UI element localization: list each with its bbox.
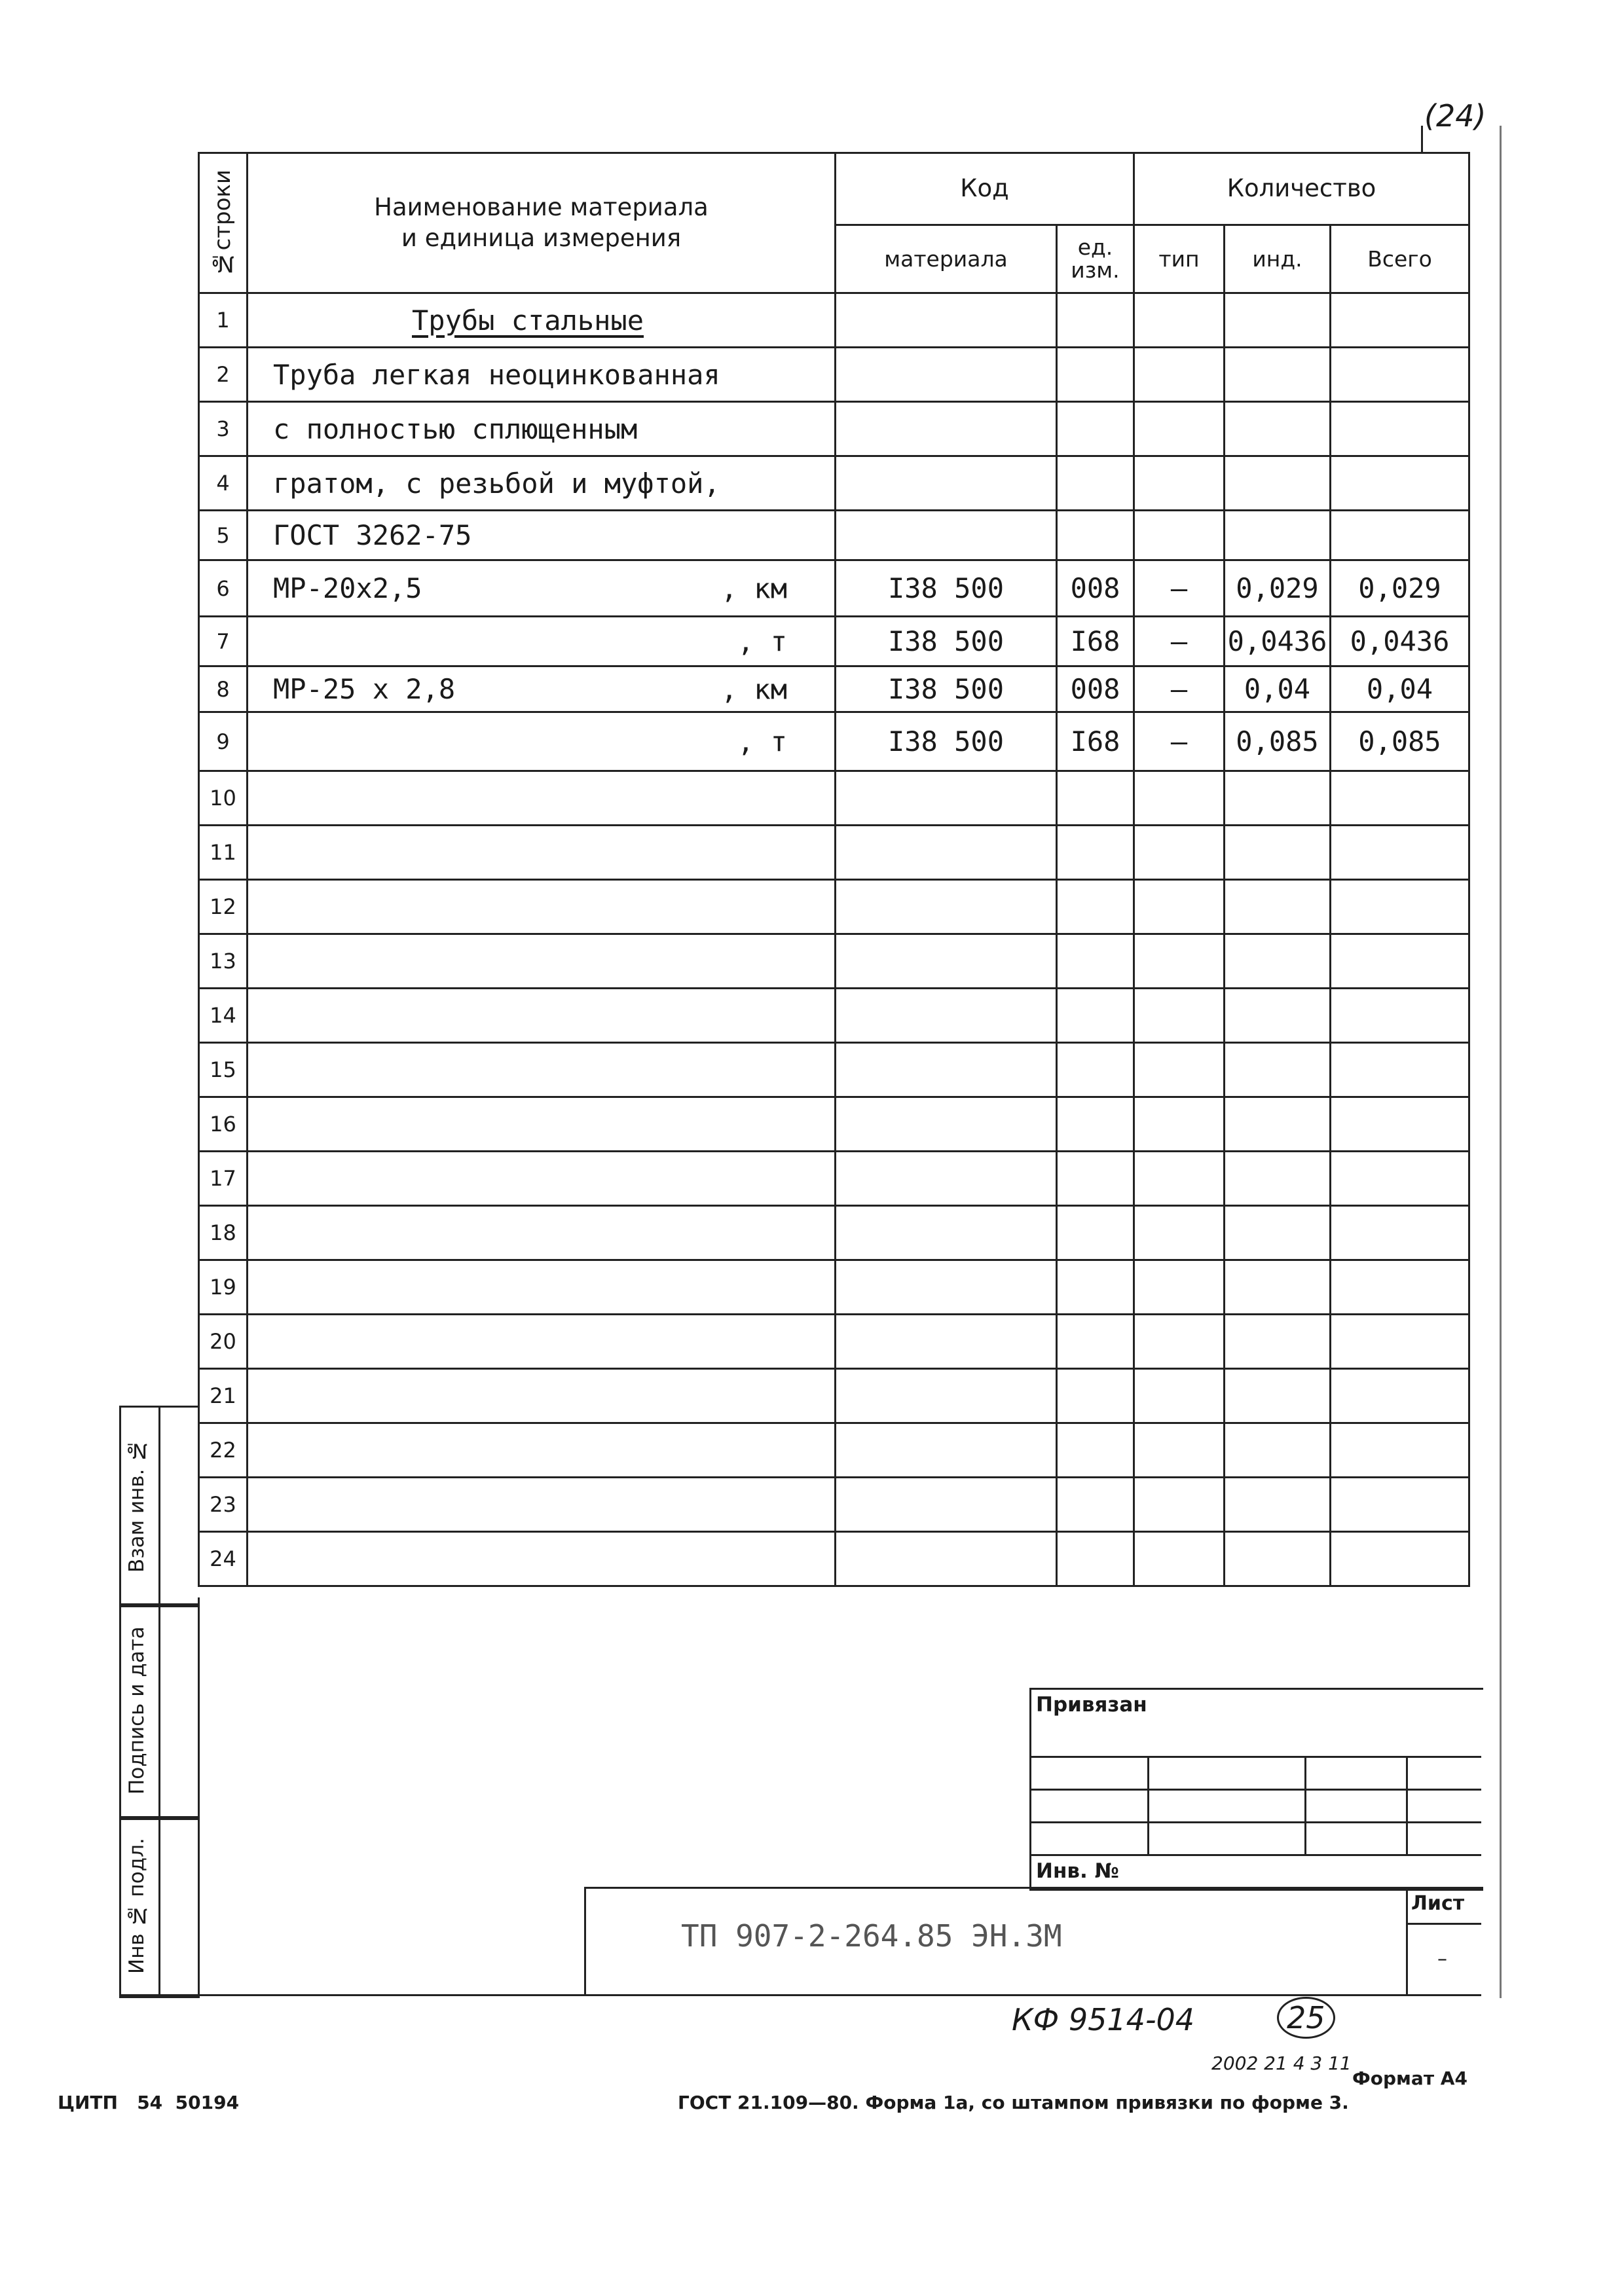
- material-name-text: гратом, с резьбой и муфтой,: [273, 467, 720, 500]
- quantity-total: [1331, 1369, 1469, 1423]
- quantity-type: [1134, 826, 1225, 880]
- row-number: [199, 989, 248, 1043]
- quantity-total: [1331, 1315, 1469, 1369]
- quantity-total: [1331, 771, 1469, 826]
- unit-code: [1057, 771, 1134, 826]
- quantity-total: [1331, 1097, 1469, 1152]
- title-block-divider: [1406, 1887, 1408, 1994]
- table-row: [199, 880, 1469, 934]
- quantity-ind: [1225, 989, 1331, 1043]
- row-number: [199, 560, 248, 617]
- quantity-type: [1134, 1097, 1225, 1152]
- row-number-text: 21: [210, 1383, 236, 1408]
- right-trim-line: [1500, 126, 1502, 1998]
- quantity-total-text: 0,085: [1358, 725, 1441, 757]
- row-number: [199, 1043, 248, 1097]
- unit-code: [1057, 1369, 1134, 1423]
- row-number-text: 19: [210, 1275, 236, 1300]
- row-number: [199, 771, 248, 826]
- quantity-ind: [1225, 617, 1331, 666]
- quantity-type: [1134, 348, 1225, 402]
- quantity-type: [1134, 402, 1225, 456]
- material-name: [248, 1478, 836, 1532]
- unit-label: , км: [720, 673, 787, 705]
- quantity-type-text: –: [1170, 625, 1188, 657]
- quantity-type: [1134, 1315, 1225, 1369]
- quantity-ind: [1225, 1423, 1331, 1478]
- unit-label: , км: [720, 572, 787, 604]
- quantity-total: [1331, 880, 1469, 934]
- stamp-line-3: [1029, 1821, 1481, 1823]
- side-strip-vzam-value: [158, 1406, 200, 1607]
- quantity-ind: [1225, 456, 1331, 511]
- material-code: [836, 1315, 1057, 1369]
- quantity-type: [1134, 712, 1225, 771]
- row-number: [199, 402, 248, 456]
- table-row: [199, 712, 1469, 771]
- row-number-text: 12: [210, 894, 236, 919]
- row-number: [199, 826, 248, 880]
- table-row: [199, 934, 1469, 989]
- unit-code: [1057, 712, 1134, 771]
- material-code: [836, 617, 1057, 666]
- table-row: [199, 1097, 1469, 1152]
- table-row: [199, 666, 1469, 712]
- row-number: [199, 348, 248, 402]
- row-number: [199, 1478, 248, 1532]
- quantity-ind: [1225, 348, 1331, 402]
- unit-code-text: 008: [1070, 673, 1120, 705]
- table-row: [199, 1043, 1469, 1097]
- material-name: [248, 880, 836, 934]
- unit-code: [1057, 666, 1134, 712]
- unit-code: [1057, 1097, 1134, 1152]
- quantity-total: [1331, 826, 1469, 880]
- quantity-ind: [1225, 666, 1331, 712]
- quantity-total: [1331, 402, 1469, 456]
- row-number-text: 20: [210, 1329, 236, 1354]
- quantity-ind: [1225, 1369, 1331, 1423]
- header-code-unit: ед. изм.: [1057, 225, 1134, 293]
- side-strip-podpis-value: [158, 1603, 200, 1820]
- stamp-line-1: [1029, 1756, 1481, 1758]
- quantity-total: [1331, 293, 1469, 348]
- quantity-total: [1331, 456, 1469, 511]
- material-name: [248, 1097, 836, 1152]
- quantity-total-text: 0,0436: [1350, 625, 1450, 657]
- quantity-type: [1134, 1532, 1225, 1586]
- unit-code-text: I68: [1070, 725, 1120, 757]
- unit-code: [1057, 1043, 1134, 1097]
- material-code: [836, 712, 1057, 771]
- header-code: Код: [836, 153, 1134, 225]
- unit-label: , т: [737, 625, 787, 657]
- quantity-ind-text: 0,085: [1236, 725, 1319, 757]
- unit-code: [1057, 348, 1134, 402]
- material-name: [248, 560, 836, 617]
- quantity-type: [1134, 666, 1225, 712]
- material-name: [248, 666, 836, 712]
- quantity-ind: [1225, 1260, 1331, 1315]
- side-label-vzam: Взам инв. №: [125, 1438, 149, 1573]
- stamp-vline-3: [1406, 1756, 1408, 1854]
- materials-table: [198, 152, 1470, 1587]
- material-name-text: Трубы стальные: [412, 304, 644, 337]
- quantity-ind: [1225, 934, 1331, 989]
- quantity-ind: [1225, 293, 1331, 348]
- quantity-ind: [1225, 1315, 1331, 1369]
- quantity-type: [1134, 293, 1225, 348]
- footer-left: ЦИТП 54 50194: [58, 2092, 240, 2113]
- circled-number: 25: [1277, 1997, 1335, 2039]
- corner-tick: [1421, 126, 1423, 152]
- material-name: [248, 1369, 836, 1423]
- quantity-type: [1134, 1423, 1225, 1478]
- material-name: [248, 1315, 836, 1369]
- row-number: [199, 617, 248, 666]
- material-code-text: I38 500: [887, 673, 1004, 705]
- material-code: [836, 880, 1057, 934]
- quantity-type: [1134, 1152, 1225, 1206]
- row-number-text: 18: [210, 1220, 236, 1245]
- table-row: [199, 617, 1469, 666]
- quantity-total: [1331, 1043, 1469, 1097]
- quantity-ind: [1225, 511, 1331, 560]
- header-row-number: №строки: [199, 153, 248, 293]
- quantity-total-text: 0,029: [1358, 572, 1441, 604]
- material-name-text: МР-25 х 2,8: [273, 673, 456, 705]
- unit-code: [1057, 1478, 1134, 1532]
- quantity-type-text: –: [1170, 572, 1188, 604]
- material-code: [836, 560, 1057, 617]
- table-row: [199, 1532, 1469, 1586]
- quantity-type: [1134, 771, 1225, 826]
- unit-code: [1057, 617, 1134, 666]
- row-number-text: 24: [210, 1546, 236, 1571]
- row-number: [199, 666, 248, 712]
- material-code: [836, 348, 1057, 402]
- table-row: [199, 511, 1469, 560]
- footer-gost: ГОСТ 21.109—80. Форма 1а, со штампом привязки по форме 3.: [678, 2092, 1349, 2113]
- material-code: [836, 934, 1057, 989]
- material-name: [248, 1043, 836, 1097]
- quantity-type: [1134, 1206, 1225, 1260]
- quantity-total-text: 0,04: [1366, 673, 1433, 705]
- row-number: [199, 1369, 248, 1423]
- quantity-ind-text: 0,0436: [1227, 625, 1327, 657]
- row-number-text: 22: [210, 1438, 236, 1463]
- row-number-text: 17: [210, 1166, 236, 1191]
- stamp-inv-label: Инв. №: [1036, 1859, 1119, 1883]
- material-name: [248, 456, 836, 511]
- material-code: [836, 989, 1057, 1043]
- unit-code: [1057, 560, 1134, 617]
- material-code-text: I38 500: [887, 572, 1004, 604]
- footer-format: Формат А4: [1352, 2068, 1467, 2089]
- quantity-ind-text: 0,029: [1236, 572, 1319, 604]
- quantity-type: [1134, 617, 1225, 666]
- quantity-total: [1331, 1423, 1469, 1478]
- material-code: [836, 1478, 1057, 1532]
- title-block-list-line: [1406, 1923, 1481, 1925]
- material-code: [836, 456, 1057, 511]
- material-code: [836, 1152, 1057, 1206]
- material-name: [248, 617, 836, 666]
- unit-code-text: 008: [1070, 572, 1120, 604]
- unit-code: [1057, 1152, 1134, 1206]
- quantity-type-text: –: [1170, 673, 1188, 705]
- material-name: [248, 712, 836, 771]
- quantity-type: [1134, 1260, 1225, 1315]
- quantity-type: [1134, 1043, 1225, 1097]
- unit-code: [1057, 880, 1134, 934]
- row-number-text: 10: [210, 786, 236, 811]
- unit-label: , т: [737, 725, 787, 757]
- quantity-total: [1331, 712, 1469, 771]
- row-number-text: 13: [210, 949, 236, 974]
- row-number: [199, 880, 248, 934]
- quantity-ind: [1225, 712, 1331, 771]
- material-code: [836, 1423, 1057, 1478]
- table-row: [199, 560, 1469, 617]
- header-q-ind: инд.: [1225, 225, 1331, 293]
- quantity-type: [1134, 934, 1225, 989]
- table-row: [199, 1315, 1469, 1369]
- stamp-line-2: [1029, 1789, 1481, 1791]
- row-number: [199, 1097, 248, 1152]
- unit-code: [1057, 1315, 1134, 1369]
- row-number: [199, 511, 248, 560]
- material-code: [836, 1369, 1057, 1423]
- header-q-type: тип: [1134, 225, 1225, 293]
- doc-code: ТП 907-2-264.85 ЭН.ЗМ: [681, 1918, 1062, 1954]
- frame-left: [198, 1597, 200, 1996]
- unit-code: [1057, 826, 1134, 880]
- row-number-text: 3: [216, 416, 230, 441]
- row-number-text: 14: [210, 1003, 236, 1028]
- row-number-text: 8: [216, 676, 230, 702]
- material-code: [836, 771, 1057, 826]
- material-name: [248, 402, 836, 456]
- table-row: [199, 348, 1469, 402]
- quantity-ind: [1225, 1097, 1331, 1152]
- row-number-text: 5: [216, 522, 230, 548]
- unit-code: [1057, 1423, 1134, 1478]
- table-row: [199, 1369, 1469, 1423]
- row-number: [199, 934, 248, 989]
- row-number: [199, 1423, 248, 1478]
- table-row: [199, 1152, 1469, 1206]
- material-code: [836, 1043, 1057, 1097]
- material-name: [248, 934, 836, 989]
- stamp-line-4: [1029, 1854, 1481, 1856]
- material-name: [248, 1206, 836, 1260]
- row-number: [199, 1152, 248, 1206]
- quantity-total: [1331, 617, 1469, 666]
- material-name: [248, 1423, 836, 1478]
- quantity-ind: [1225, 402, 1331, 456]
- row-number-text: 6: [216, 575, 230, 601]
- row-number: [199, 456, 248, 511]
- stamp-vline-2: [1304, 1756, 1306, 1854]
- quantity-ind-text: 0,04: [1244, 673, 1311, 705]
- material-code-text: I38 500: [887, 725, 1004, 757]
- kf-number: КФ 9514-04: [1012, 2002, 1195, 2037]
- unit-code: [1057, 934, 1134, 989]
- unit-code: [1057, 1260, 1134, 1315]
- material-name: [248, 826, 836, 880]
- header-quantity: Количество: [1134, 153, 1469, 225]
- quantity-ind: [1225, 771, 1331, 826]
- row-number-text: 11: [210, 840, 236, 865]
- row-number: [199, 1206, 248, 1260]
- quantity-total: [1331, 1532, 1469, 1586]
- material-code: [836, 293, 1057, 348]
- unit-code: [1057, 1532, 1134, 1586]
- table-row: [199, 456, 1469, 511]
- material-name: [248, 1152, 836, 1206]
- material-name: [248, 348, 836, 402]
- unit-code: [1057, 989, 1134, 1043]
- row-number-text: 23: [210, 1492, 236, 1517]
- header-q-total: Всего: [1331, 225, 1469, 293]
- row-number-text: 1: [216, 308, 230, 333]
- material-code: [836, 1206, 1057, 1260]
- row-number: [199, 1260, 248, 1315]
- table-row: [199, 1423, 1469, 1478]
- table-row: [199, 826, 1469, 880]
- material-name: [248, 293, 836, 348]
- material-name: [248, 771, 836, 826]
- quantity-ind: [1225, 1206, 1331, 1260]
- row-number-text: 7: [216, 629, 230, 654]
- material-name-text: МР-20х2,5: [273, 572, 422, 604]
- row-number-text: 15: [210, 1057, 236, 1082]
- stamp-privyazan-label: Привязан: [1036, 1693, 1147, 1717]
- material-code-text: I38 500: [887, 625, 1004, 657]
- stamp-vline-1: [1147, 1756, 1149, 1854]
- material-code: [836, 1097, 1057, 1152]
- material-name: [248, 1260, 836, 1315]
- quantity-ind: [1225, 1152, 1331, 1206]
- corner-page-number: (24): [1424, 98, 1486, 134]
- quantity-total: [1331, 1478, 1469, 1532]
- unit-code: [1057, 456, 1134, 511]
- table-row: [199, 293, 1469, 348]
- row-number: [199, 293, 248, 348]
- list-label: Лист: [1411, 1892, 1465, 1915]
- quantity-total: [1331, 666, 1469, 712]
- quantity-ind: [1225, 1043, 1331, 1097]
- table-row: [199, 771, 1469, 826]
- row-number-text: 9: [216, 729, 230, 754]
- quantity-type: [1134, 1369, 1225, 1423]
- quantity-type-text: –: [1170, 725, 1188, 757]
- quantity-type: [1134, 560, 1225, 617]
- material-name-text: ГОСТ 3262-75: [273, 519, 472, 551]
- material-name: [248, 989, 836, 1043]
- table-row: [199, 1206, 1469, 1260]
- material-code: [836, 666, 1057, 712]
- row-number-text: 2: [216, 362, 230, 387]
- unit-code: [1057, 511, 1134, 560]
- table-row: [199, 989, 1469, 1043]
- quantity-total: [1331, 1152, 1469, 1206]
- side-label-podpis: Подпись и дата: [125, 1626, 149, 1795]
- quantity-type: [1134, 511, 1225, 560]
- unit-code-text: I68: [1070, 625, 1120, 657]
- quantity-total: [1331, 348, 1469, 402]
- header-code-material: материала: [836, 225, 1057, 293]
- quantity-type: [1134, 456, 1225, 511]
- quantity-ind: [1225, 1532, 1331, 1586]
- material-name: [248, 511, 836, 560]
- side-label-inv-podl: Инв № подл.: [125, 1838, 149, 1974]
- material-name-text: Труба легкая неоцинкованная: [273, 358, 720, 391]
- material-code: [836, 511, 1057, 560]
- quantity-total: [1331, 934, 1469, 989]
- material-code: [836, 402, 1057, 456]
- quantity-type: [1134, 989, 1225, 1043]
- quantity-type: [1134, 1478, 1225, 1532]
- table-row: [199, 1260, 1469, 1315]
- material-code: [836, 1260, 1057, 1315]
- row-number: [199, 1532, 248, 1586]
- quantity-total: [1331, 511, 1469, 560]
- quantity-total: [1331, 989, 1469, 1043]
- table-row: [199, 402, 1469, 456]
- row-number-text: 4: [216, 471, 230, 496]
- material-name-text: с полностью сплющенным: [273, 412, 638, 445]
- row-number-text: 16: [210, 1112, 236, 1137]
- material-code: [836, 1532, 1057, 1586]
- quantity-ind: [1225, 826, 1331, 880]
- material-code: [836, 826, 1057, 880]
- unit-code: [1057, 1206, 1134, 1260]
- quantity-total: [1331, 1260, 1469, 1315]
- header-name: Наименование материала и единица измерения: [248, 153, 836, 293]
- material-name: [248, 1532, 836, 1586]
- row-number: [199, 712, 248, 771]
- unit-code: [1057, 402, 1134, 456]
- quantity-type: [1134, 880, 1225, 934]
- unit-code: [1057, 293, 1134, 348]
- table-row: [199, 1478, 1469, 1532]
- list-value: –: [1437, 1948, 1447, 1971]
- row-number: [199, 1315, 248, 1369]
- side-strip-inv-podl-value: [158, 1816, 200, 1998]
- quantity-total: [1331, 1206, 1469, 1260]
- date-note: 2002 21 4 3 11: [1211, 2052, 1352, 2074]
- quantity-total: [1331, 560, 1469, 617]
- quantity-ind: [1225, 1478, 1331, 1532]
- quantity-ind: [1225, 880, 1331, 934]
- quantity-ind: [1225, 560, 1331, 617]
